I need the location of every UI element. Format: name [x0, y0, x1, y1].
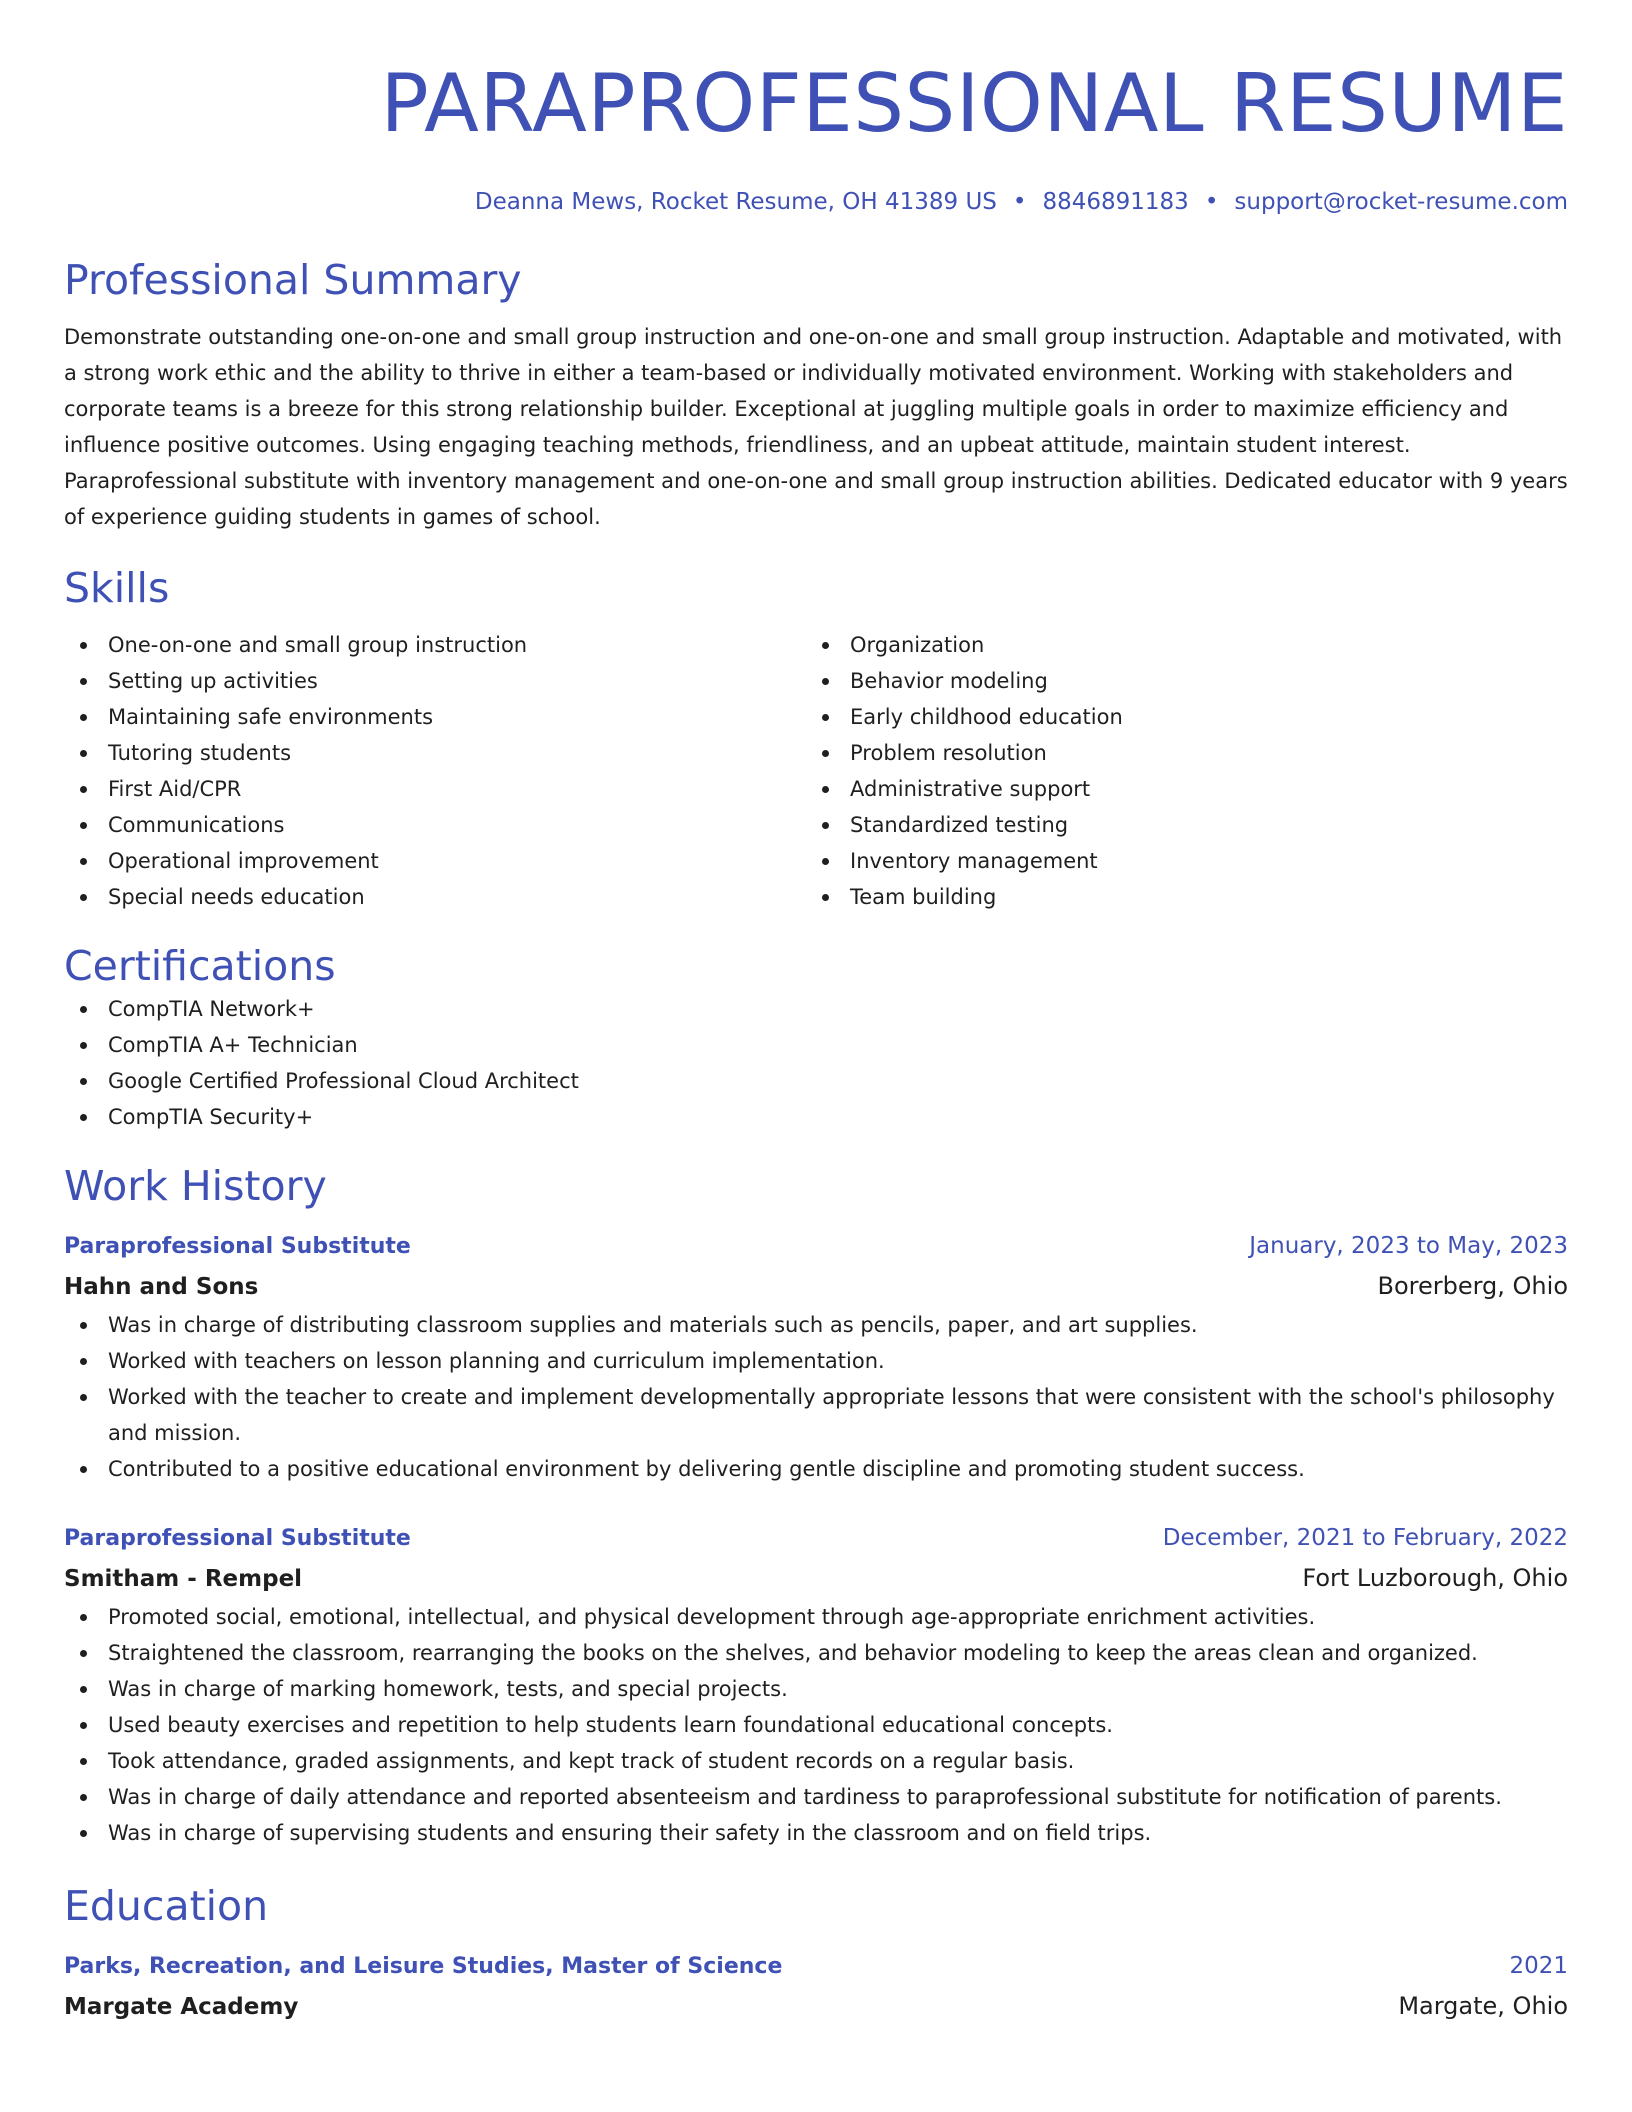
contact-separator: •	[1204, 189, 1219, 215]
skills-column-right	[806, 627, 1548, 915]
professional-summary-section	[64, 255, 1568, 535]
skills-list-left	[64, 627, 806, 915]
job-title-row	[64, 1519, 1568, 1558]
job-duty-item: Promoted social, emotional, intellectual, and physical development through age-appropriate enrichment activities.	[64, 1599, 1568, 1635]
work-history-section	[64, 1161, 1568, 1851]
job-dates: December, 2021 to February, 2022	[1162, 1525, 1568, 1551]
skills-grid	[64, 627, 1568, 915]
job-duty-item: Was in charge of distributing classroom supplies and materials such as pencils, paper, and art supplies.	[64, 1307, 1568, 1343]
resume-header	[64, 0, 1568, 217]
skills-section	[64, 563, 1568, 915]
section-title-work-history: Work History	[64, 1162, 327, 1210]
job-company: Smitham - Rempel	[64, 1566, 303, 1592]
contact-phone: 8846891183	[1042, 189, 1189, 215]
skill-item: Maintaining safe environments	[64, 699, 806, 735]
job-duty-item: Worked with the teacher to create and implement developmentally appropriate lessons that were consistent with the school's philosophy and mission.	[64, 1379, 1568, 1451]
job-dates: January, 2023 to May, 2023	[1249, 1233, 1568, 1259]
skill-item: Inventory management	[806, 843, 1548, 879]
job-entry	[64, 1227, 1568, 1487]
job-duty-item: Was in charge of supervising students and ensuring their safety in the classroom and on field trips.	[64, 1815, 1568, 1851]
education-year: 2021	[1509, 1953, 1568, 1979]
skill-item: Administrative support	[806, 771, 1548, 807]
contact-address: Deanna Mews, Rocket Resume, OH 41389 US	[474, 189, 997, 215]
section-title-education: Education	[64, 1882, 269, 1930]
contact-line	[64, 187, 1568, 217]
job-duty-item: Straightened the classroom, rearranging the books on the shelves, and behavior modeling to keep the areas clean and organized.	[64, 1635, 1568, 1671]
contact-email: support@rocket-resume.com	[1234, 189, 1568, 215]
education-location: Margate, Ohio	[1398, 1992, 1568, 2020]
skill-item: Communications	[64, 807, 806, 843]
job-duty-item: Took attendance, graded assignments, and kept track of student records on a regular basis.	[64, 1743, 1568, 1779]
resume-title: PARAPROFESSIONAL RESUME	[380, 57, 1568, 150]
education-degree: Parks, Recreation, and Leisure Studies, Master of Science	[64, 1954, 783, 1979]
job-duty-item: Was in charge of marking homework, tests, and special projects.	[64, 1671, 1568, 1707]
certification-item: Google Certified Professional Cloud Architect	[64, 1063, 1568, 1099]
job-company-row	[64, 1266, 1568, 1307]
skill-item: Organization	[806, 627, 1548, 663]
skill-item: Problem resolution	[806, 735, 1548, 771]
job-entry	[64, 1519, 1568, 1851]
skill-item: Early childhood education	[806, 699, 1548, 735]
education-school: Margate Academy	[64, 1994, 299, 2020]
skill-item: First Aid/CPR	[64, 771, 806, 807]
section-title-certifications: Certifications	[64, 942, 336, 990]
skill-item: Team building	[806, 879, 1548, 915]
skill-item: One-on-one and small group instruction	[64, 627, 806, 663]
job-duty-item: Was in charge of daily attendance and reported absenteeism and tardiness to paraprofessional substitute for notification of parents.	[64, 1779, 1568, 1815]
certification-item: CompTIA Security+	[64, 1099, 1568, 1135]
job-duty-item: Contributed to a positive educational environment by delivering gentle discipline and promoting student success.	[64, 1451, 1568, 1487]
skill-item: Standardized testing	[806, 807, 1548, 843]
certifications-section	[64, 941, 1568, 1135]
section-title-skills: Skills	[64, 564, 170, 612]
education-entry	[64, 1947, 1568, 2027]
job-title: Paraprofessional Substitute	[64, 1526, 411, 1551]
job-company: Hahn and Sons	[64, 1274, 259, 1300]
education-school-row	[64, 1986, 1568, 2027]
certification-item: CompTIA Network+	[64, 991, 1568, 1027]
job-duty-item: Worked with teachers on lesson planning and curriculum implementation.	[64, 1343, 1568, 1379]
skills-list-right	[806, 627, 1548, 915]
skill-item: Special needs education	[64, 879, 806, 915]
job-duty-item: Used beauty exercises and repetition to help students learn foundational educational concepts.	[64, 1707, 1568, 1743]
skills-column-left	[64, 627, 806, 915]
job-title: Paraprofessional Substitute	[64, 1234, 411, 1259]
job-title-row	[64, 1227, 1568, 1266]
job-duties-list	[64, 1599, 1568, 1851]
certification-item: CompTIA A+ Technician	[64, 1027, 1568, 1063]
job-location: Fort Luzborough, Ohio	[1302, 1564, 1568, 1592]
summary-text: Demonstrate outstanding one-on-one and small group instruction and one-on-one and small group instruction. Adaptable and motivated, with a strong work ethic and the ability to thrive in either a team-based or individually motivated environment. Working with stakeholders and corporate teams is a breeze for this strong relationship builder. Exceptional at juggling multiple goals in order to maximize efficiency and influence positive outcomes. Using engaging teaching methods, friendliness, and an upbeat attitude, maintain student interest. Paraprofessional substitute with inventory management and one-on-one and small group instruction abilities. Dedicated educator with 9 years of experience guiding students in games of school.	[64, 325, 1568, 529]
skill-item: Operational improvement	[64, 843, 806, 879]
certifications-list	[64, 991, 1568, 1135]
section-title-summary: Professional Summary	[64, 256, 522, 304]
skill-item: Setting up activities	[64, 663, 806, 699]
job-location: Borerberg, Ohio	[1377, 1272, 1568, 1300]
skill-item: Behavior modeling	[806, 663, 1548, 699]
contact-separator: •	[1012, 189, 1027, 215]
education-degree-row	[64, 1947, 1568, 1986]
skill-item: Tutoring students	[64, 735, 806, 771]
education-section	[64, 1881, 1568, 2027]
job-company-row	[64, 1558, 1568, 1599]
job-duties-list	[64, 1307, 1568, 1487]
